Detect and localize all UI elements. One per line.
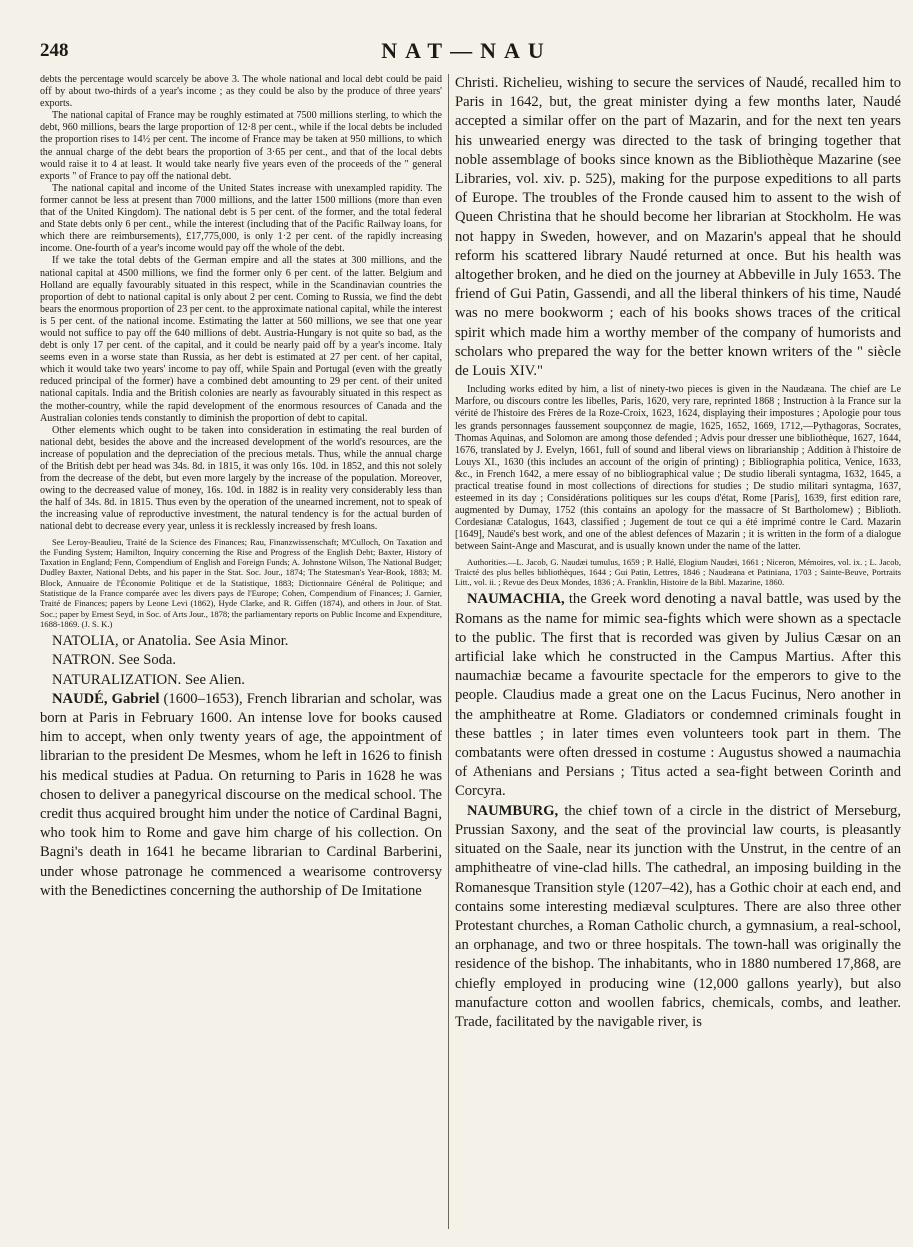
page-header [40,38,893,68]
entry-natron: NATRON. See Soda. [52,652,177,669]
nat-debt-paragraph-1: debts the percentage would scarcely be above 3. The whole national and local debt could be paid off by about two-thirds of a year's income ; as they could be also by the produce of three years' exports. [40,74,442,110]
references-text: See Leroy-Beaulieu, Traité de la Science des Finances; Rau, Finanzwissenschaft; M'Culloch, On Taxation and the Funding System; Hamilton, Inquiry concerning the Rise and Progress of the English Debt; Baxter, History of Taxation in England; Fenn, Compendium of English and Foreign Funds; A. Johnstone Wilson, The National Budget; Dudley Baxter, National Debts, and his paper in the Stat. Soc. Jour., 1874; The Statesman's Year-Book, 1883; M. Block, Annuaire de l'Économie Politique et de la Statistique, 1883; Dictionnaire Général de Politique; and Statistique de la France comparée avec les divers pays de l'Europe; Cohen, Compendium of Finances; J. Garnier, Traité de Finances; papers by Leone Levi (1862), Hyde Clarke, and R. Giffen (1874), and others in Jour. of Stat. Soc.; paper by Ernest Seyd, in Soc. of Arts Jour., 1878; the parliamentary reports on Public Income and Expenditure, 1688-1869. [40,536,442,629]
column-divider [448,74,449,1229]
left-column [40,74,442,1234]
naumachia-text: the Greek word denoting a naval battle, was used by the Romans as the name for mimic sea-fights which were shown as a spectacle to the public. The first that is recorded was given by Julius Cæsar on an artificial lake which he constructed in the Campus Martius. After this naumachiæ became a favourite spectacle for the emperors to give to the people. Claudius made a great one on the Lacus Fucinus, Nero another in the amphitheatre at Rome. Gladiators or condemned criminals fought in these battles ; in later times even volunteers took part in them. The combatants were often dressed in costume : Augustus showed a naumachia of Athenians and Persians ; Titus acted a sea-fight between Corinth and Corcyra. [455,591,901,800]
naude-continuation: Christi. Richelieu, wishing to secure the services of Naudé, recalled him to Paris in 1642, but, the great minister dying a few months later, Naudé accepted a similar offer on the part of Mazarin, and for the next ten years his unwearied energy was directed to the task of bringing together that noble assemblage of books since known as the Bibliothèque Mazarine (see Libraries, vol. xiv. p. 525), making for the purpose expeditions to all parts of Europe. The troubles of the Fronde caused him to assent to the wish of Queen Christina that he should become her librarian at Stockholm. He was not happy in Sweden, however, and on Mazarin's appeal that he should reform his scattered library Naudé returned at once. But his health was altogether broken, and he died on the journey at Abbeville in July 1653. The friend of Gui Patin, Gassendi, and all the liberal thinkers of his time, Naudé was no mere bookworm ; each of his books shows traces of the critical spirit which made him a worthy member of the company of humorists and scholars who prepared the way for the better known writers of the " siècle de Louis XIV." [455,75,901,380]
naude-works-list: Including works edited by him, a list of ninety-two pieces is given in the Naudæana. The chief are Le Marfore, ou discours contre les libelles, Paris, 1620, very rare, reprinted 1868 ; Instruction à la France sur la vérité de l'histoire des Frères de la Roze-Croix, 1623, 1624, displaying their impostures ; Apologie pour tous les grands personnages faussement soupçonnez de magie, 1625, 1652, 1669, 1712,—Pythagoras, Socrates, Thomas Aquinas, and Solomon are among those defended ; Advis pour dresser une bibliothèque, 1627, 1644, 1676, translated by J. Evelyn, 1661, full of sound and liberal views on librarianship ; Addition à l'histoire de Louys XI., 1630 (this includes an account of the origin of printing) ; Bibliographia politica, Venice, 1633, &c., in French 1642, a mere essay of no bibliographical value ; De studio liberali syntagma, 1632, 1645, a practical treatise found in most collections of directions for studies ; De studio militari syntagma, 1637, esteemed in its day ; Considérations politiques sur les coups d'état, Rome [Paris], 1639, first edition rare, augmented by Dumay, 1752 (this contains an apology for the massacre of St Bartholomew) ; Biblioth. Cordesianæ Catalogus, 1643, classified ; Jugement de tout ce qui a été imprimé contre le Card. Mazarin [1649], Naudé's best work, and one of the ablest defences of Mazarin ; it is written in the form of a dialogue between Saint-Ange and Mascurat, and is usually known under the name of the latter. [455,384,901,553]
entry-naumachia [455,590,901,801]
nat-debt-paragraph-elements: Other elements which ought to be taken into consideration in estimating the real burden of national debt, besides the above and the increased development of the world's resources, are the increase of population and the depreciation of the precious metals. Thus, while the annual charge of the British debt per head was 34s. 8d. in 1815, it was only 16s. 10d. in 1852, and this not solely from the decrease of the debt, but even more largely by the increase of the population. Moreover, owing to the decreased value of money, 16s. 10d. in 1882 is in reality very considerably less than the half of 34s. 8d. in 1815. Thus even by the operation of the unearned increment, not to speak of the increasing value of reproductive investment, the natural tendency is for the actual burden of national debt to decrease every year, unless it is recklessly increased by fresh loans. [40,424,442,533]
entry-naumburg [455,802,901,1032]
naumburg-headword: NAUMBURG, [467,802,559,819]
entry-naturalization: NATURALIZATION. See Alien. [52,671,245,688]
nat-debt-paragraph-us: The national capital and income of the United States increase with unexampled rapidity. The former cannot be less at present than 7000 millions, and the latter 1500 millions (more than even that of the United Kingdom). The national debt is 5 per cent. of the former, and the total federal and State debts only 6 per cent., while the interest (including that of the Pacific Railway loans, for which there are reimbursements), £17,775,000, is only 1·2 per cent. of the rapidly increasing income. One-fourth of a year's income would pay off the whole of the debt. [40,182,442,255]
naumachia-headword: NAUMACHIA, [467,591,565,608]
naumburg-text: the chief town of a circle in the district of Merseburg, Prussian Saxony, and the seat of the provincial law courts, is pleasantly situated on the Saale, near its junction with the Unstrut, in the centre of an amphitheatre of vine-clad hills. The cathedral, an imposing building in the Romanesque Transition style (1207–42), has a Gothic choir at each end, and contains some interesting mediæval sculptures. There are also three other Protestant churches, a Roman Catholic church, a gymnasium, a real-school, an orphanage, and two or three hospitals. The town-hall was originally the residence of the bishop. The inhabitants, who in 1880 numbered 17,868, are chiefly employed in producing wine (12,000 gallons yearly), but also manufacture cotton and woollen fabrics, chemicals, combs, and leather. Trade, facilitated by the navigable river, is [455,802,901,1030]
naude-authorities: Authorities.—L. Jacob, G. Naudæi tumulus, 1659 ; P. Hallé, Elogium Naudæi, 1661 ; Niceron, Mémoires, vol. ix. ; L. Jacob, Traicté des plus belles bibliothèques, 1644 ; Gui Patin, Lettres, 1846 ; Naudæana et Patiniana, 1703 ; Sainte-Beuve, Portraits Litt., vol. ii. ; Revue des Deux Mondes, 1836 ; A. Franklin, Histoire de la Bibl. Mazarine, 1860. [455,556,901,588]
naude-text: (1600–1653), French librarian and scholar, was born at Paris in February 1600. An intense love for books caused him to accept, when only twenty years of age, the appointment of librarian to the president De Mesmes, whom he left in 1626 to finish his medical studies at Padua. On returning to Paris in 1628 he was chosen to deliver a panegyrical discourse on the medical school. The credit thus acquired brought him under the notice of Cardinal Bagni, who took him to Rome and gave him charge of his collection. On Bagni's death in 1641 he became librarian to Cardinal Barberini, under whose patronage he commenced a wearisome controversy with the Benedictines concerning the authorship of De Imitatione [40,690,442,899]
nat-debt-references [40,537,442,630]
references-signature: (J. S. K.) [81,618,113,629]
running-head: NAT—NAU [381,38,552,63]
naude-headword: NAUDÉ, Gabriel [52,690,160,707]
entry-naude [40,690,442,901]
nat-debt-paragraph-france: The national capital of France may be roughly estimated at 7500 millions sterling, to which the debt, 960 millions, bears the large proportion of 12·8 per cent., while if the local debts be included the proportion rises to 14½ per cent. The income of France may be taken at 950 millions, to which the annual charge of the debt bears the proportion of 3·65 per cent., and that of the local debts would raise it to 4 at least. It would take nearly five years even of the proceeds of the " general exports " of France to pay off the national debt. [40,110,442,182]
nat-debt-paragraph-europe: If we take the total debts of the German empire and all the states at 300 millions, and the national capital at 4500 millions, we find the former only 6 per cent. of the latter. Belgium and Holland are equally favourably situated in this respect, while in the Scandinavian countries the proportion of debt to national capital is only about 2 per cent. Coming to Russia, we find the debt bears the enormous proportion of 23 per cent. to the approximate national capital, while the interest is 5 per cent. of the national income. Estimating the latter at 560 millions, we see that one year would not suffice to pay off the 640 millions of debt. Austria-Hungary is not quite so bad, as the debt is only 17 per cent. of the capital, and it could be nearly paid off by a year's income. Italy seems even in a worse state than Russia, as her debt is estimated at 27 per cent. of her capital, which it would take two years' income to pay off, while Spain and Portugal (even with the greatly reduced principal of the former) have a combined debt amounting to 29 per cent. of their united national capitals. India and the British colonies are nearly as favourably situated in this respect as the mother-country, while the rapid development of the enormous resources of Canada and the Australian colonies tends constantly to diminish the proportion of debt to capital. [40,255,442,424]
entry-natolia: NATOLIA, or Anatolia. See Asia Minor. [52,633,289,650]
page-number: 248 [40,40,69,61]
right-column [455,74,901,1234]
